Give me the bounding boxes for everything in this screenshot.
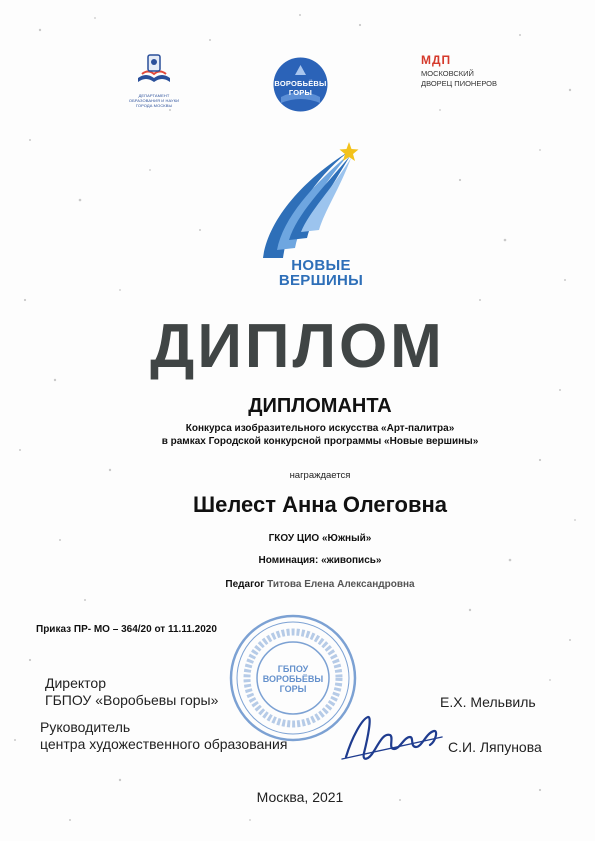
novye-vershiny-logo-text [276,258,366,288]
head-label: Руководитель [40,719,131,735]
department-text: ДЕПАРТАМЕНТ ОБРАЗОВАНИЯ И НАУКИ ГОРОДА МОСКВЫ [128,93,180,108]
diploma-title: ДИПЛОМ [150,312,445,381]
contest-description [100,422,540,448]
vorobyovy-gory-text: ВОРОБЬЁВЫ ГОРЫ [274,79,327,97]
director-name: Е.Х. Мельвиль [440,694,536,710]
director-label: Директор [45,675,106,691]
mdp-mark: МДП [421,53,452,67]
department-logo [128,52,180,108]
teacher-label: Педагог [225,579,265,590]
novye-vershiny-line2: ВЕРШИНЫ [278,272,364,289]
diploma-subtitle: ДИПЛОМАНТА [248,395,392,417]
teacher-name: Титова Елена Александровна [267,579,415,590]
mdp-logo [421,53,501,88]
order-number: Приказ ПР- МО – 364/20 от 11.11.2020 [36,624,217,635]
nomination: Номинация: «живопись» [258,555,382,566]
contest-line-2: в рамках Городской конкурсной программы «Новые вершины» [161,436,479,447]
school-name: ГКОУ ЦИО «Южный» [268,533,372,544]
vorobyovy-gory-logo [273,57,328,112]
recipient-name: Шелест Анна Олеговна [192,492,447,517]
head-organization: центра художественного образования [40,736,288,752]
teacher-line [0,579,595,590]
novye-vershiny-line1: НОВЫЕ [291,257,351,274]
stamp-center-text: ГБПОУ ВОРОБЬЁВЫ ГОРЫ [262,664,324,694]
novye-vershiny-comet-icon [243,140,363,265]
emblem-icon [134,52,174,86]
awarded-text: награждается [289,470,351,481]
mdp-text: МОСКОВСКИЙ ДВОРЕЦ ПИОНЕРОВ [421,69,498,88]
director-organization: ГБПОУ «Воробьевы горы» [45,692,219,708]
contest-line-1: Конкурса изобразительного искусства «Арт-палитра» [185,423,455,434]
head-name: С.И. Ляпунова [448,739,542,755]
handwritten-signature [338,707,448,772]
footer-city-year: Москва, 2021 [256,789,344,805]
